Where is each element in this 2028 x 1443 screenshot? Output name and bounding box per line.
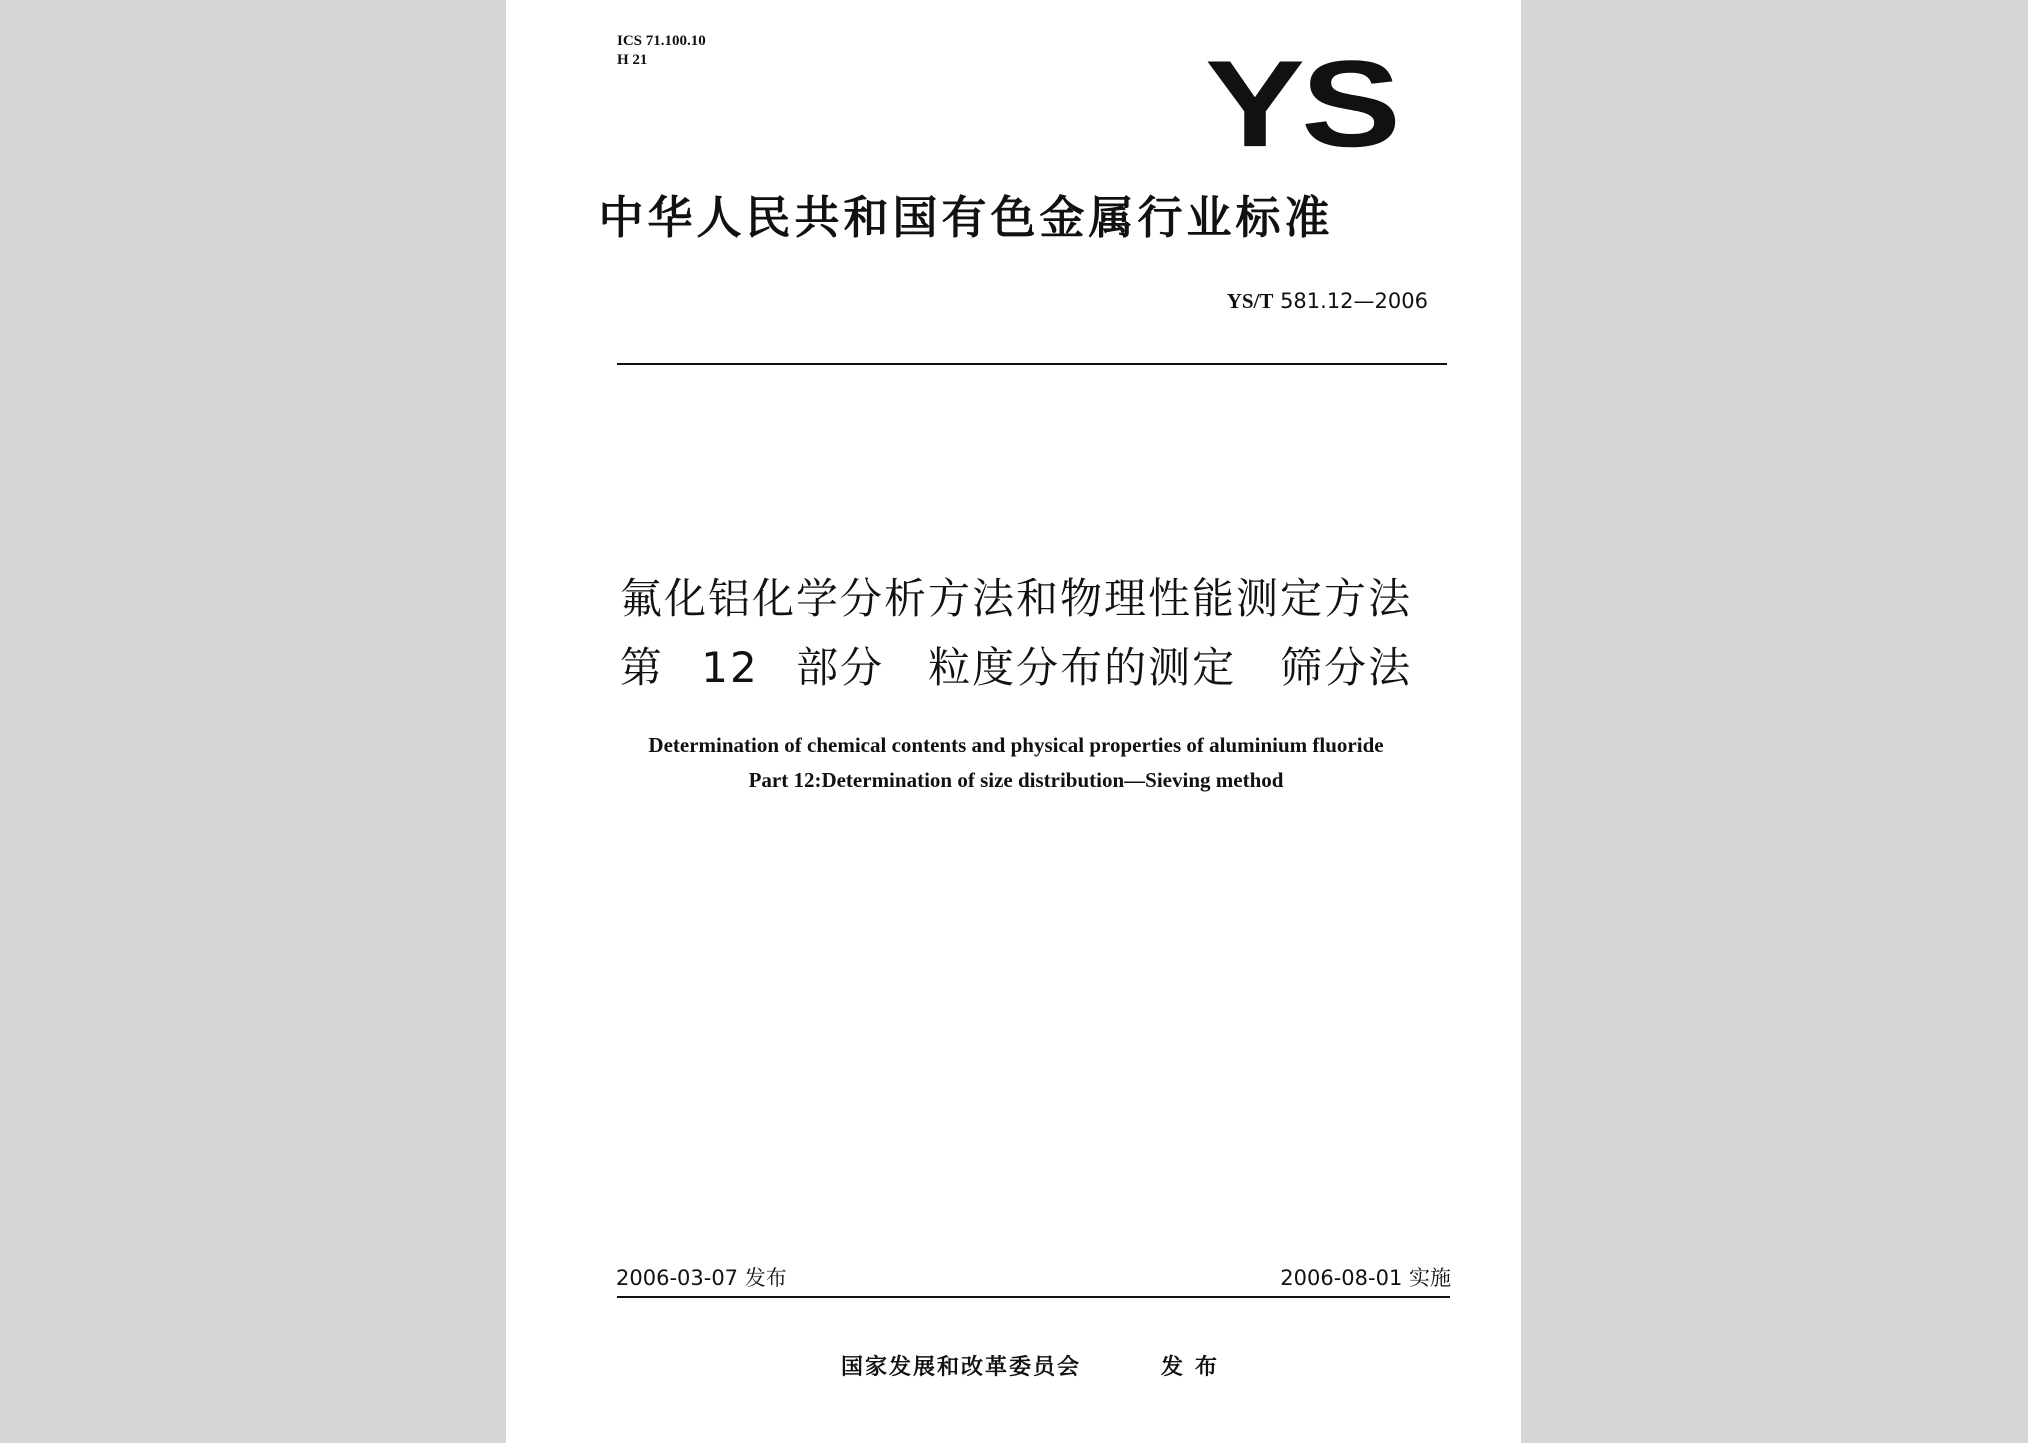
publish-label: 发布 <box>1161 1355 1230 1380</box>
ics-code: ICS 71.100.10 <box>617 33 706 49</box>
ys-logo <box>1191 28 1411 158</box>
title-cn-line2: 第 12 部分 粒度分布的测定 筛分法 <box>619 643 1413 692</box>
standard-code-number: 581.12—2006 <box>1280 289 1428 313</box>
issue-date: 2006-03-07 发布 <box>616 1266 787 1290</box>
ccs-code: H 21 <box>617 52 648 68</box>
header-divider <box>617 363 1447 365</box>
title-en-line2: Part 12:Determination of size distribution—Sieving method <box>748 768 1284 792</box>
standard-code <box>1227 288 1428 314</box>
title-cn-line1: 氟化铝化学分析方法和物理性能测定方法 <box>619 574 1412 623</box>
document-page <box>506 0 1521 1443</box>
standard-org-title: 中华人民共和国有色金属行业标准 <box>598 191 1334 244</box>
standard-code-prefix: YS/T <box>1226 289 1274 313</box>
ys-logo-text: YS <box>1204 35 1398 158</box>
title-en-line1: Determination of chemical contents and physical properties of aluminium fluoride <box>648 733 1384 757</box>
publisher-name: 国家发展和改革委员会 <box>841 1355 1082 1380</box>
footer-divider <box>617 1296 1450 1298</box>
implementation-date: 2006-08-01 实施 <box>1280 1266 1451 1290</box>
classification-codes <box>617 32 706 70</box>
